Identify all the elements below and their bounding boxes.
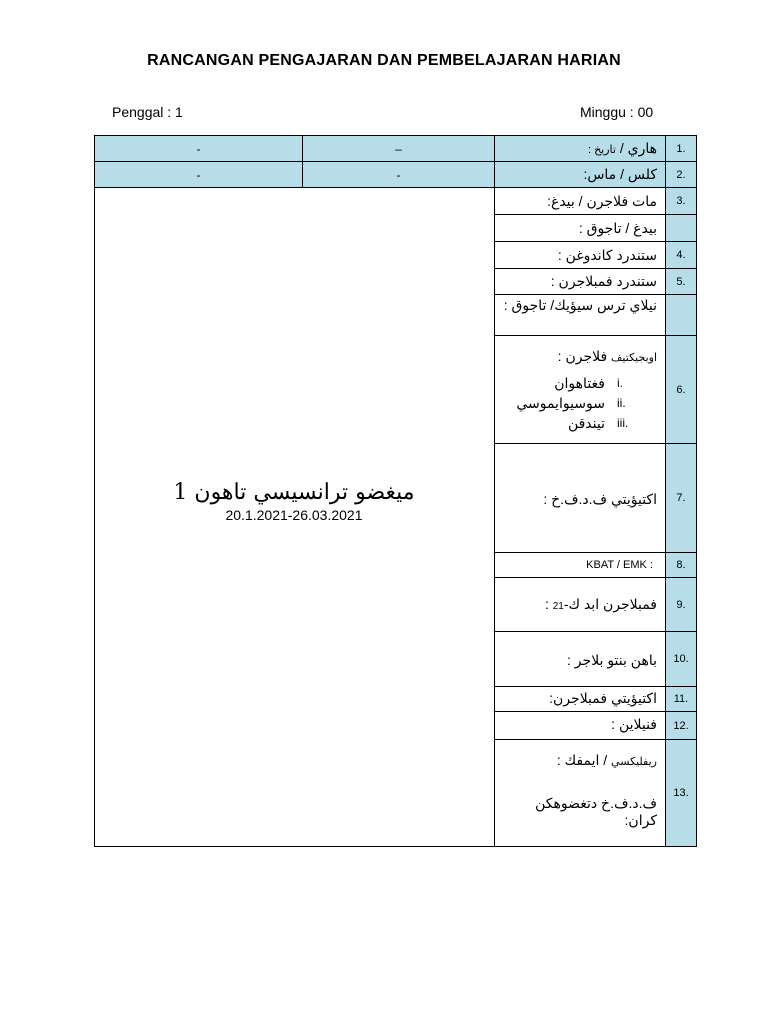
row3-number: 3. — [665, 187, 697, 215]
row1-label-main: هاري / — [615, 140, 657, 156]
row9-text-end: : — [544, 596, 553, 612]
row9-label — [494, 577, 666, 632]
minggu-label: Minggu : 00 — [580, 104, 654, 120]
list-item-text: تيندقن — [567, 415, 605, 431]
row13-cell — [494, 739, 666, 847]
date-range: 20.1.2021-26.03.2021 — [225, 507, 363, 523]
arabic-title: ميغضو ترانسيسي تاهون 1 — [173, 480, 415, 505]
row5b-label: نيلاي ترس سيؤيك/ تاجوق : — [494, 294, 666, 336]
row2-number: 2. — [665, 161, 697, 188]
row6-label — [503, 348, 657, 367]
row6-number: 6. — [665, 335, 697, 444]
row12-number: 12. — [665, 711, 697, 740]
list-item-number: i. — [617, 376, 623, 390]
row5b-number — [665, 294, 697, 336]
list-item-text: فغتاهوان — [554, 375, 605, 391]
list-item-text: سوسيوايموسي — [516, 395, 605, 411]
row9-text-main: فمبلاجرن ابد ك- — [563, 596, 657, 612]
row1-col2: – — [302, 135, 495, 162]
row1-col1: - — [94, 135, 303, 162]
row8-label: KBAT / EMK : — [494, 552, 666, 578]
list-item — [503, 373, 631, 393]
row9-text-sub: 21 — [552, 601, 564, 612]
row9-text — [545, 596, 657, 615]
list-item — [503, 413, 631, 433]
row11-label: اكتيؤيتي فمبلاجرن: — [494, 686, 666, 712]
list-item-number: ii. — [617, 396, 626, 410]
row5-number: 5. — [665, 268, 697, 295]
row2-label: كلس / ماس: — [494, 161, 666, 188]
row3b-label: بيدغ / تاجوق : — [494, 214, 666, 242]
penggal-label: Penggal : 1 — [112, 104, 183, 120]
row1-label-small: تاريخ : — [587, 144, 616, 156]
list-item-number: iii. — [617, 416, 629, 430]
row10-number: 10. — [665, 631, 697, 687]
row12-label: فنيلاين : — [494, 711, 666, 740]
row1-number: 1. — [665, 135, 697, 162]
row6-label-main: فلاجرن : — [557, 348, 612, 364]
row7-number: 7. — [665, 443, 697, 553]
row6-label-small: اوبجيكتيف — [611, 352, 657, 364]
row7-label — [494, 443, 666, 553]
row8-number: 8. — [665, 552, 697, 578]
objective-list — [503, 373, 657, 433]
row7-text: اكتيؤيتي ف.د.ف.خ : — [543, 490, 657, 507]
row11-number: 11. — [665, 686, 697, 712]
row4-label: ستندرد كاندوغن : — [494, 241, 666, 269]
page-title: RANCANGAN PENGAJARAN DAN PEMBELAJARAN HARIAN — [147, 52, 621, 69]
row3-label: مات فلاجرن / بيدغ: — [494, 187, 666, 215]
row5-label: ستندرد فمبلاجرن : — [494, 268, 666, 295]
row9-number: 9. — [665, 577, 697, 632]
row4-number: 4. — [665, 241, 697, 269]
row2-col2: - — [302, 161, 495, 188]
row3b-number — [665, 214, 697, 242]
row13-label-main: / ايمفك : — [556, 752, 612, 768]
row13-label — [503, 752, 657, 771]
row2-col1: - — [94, 161, 303, 188]
row10-label — [494, 631, 666, 687]
row10-text: باهن بنتو بلاجر : — [567, 651, 657, 668]
row13-label-small: ريفليكسي — [611, 756, 657, 768]
row1-label — [494, 135, 666, 162]
row6-cell — [494, 335, 666, 444]
content-title-block — [94, 480, 494, 523]
row13-label2: ف.د.ف.خ دتغضوهكن كران: — [535, 795, 657, 828]
row13-number: 13. — [665, 739, 697, 847]
list-item — [503, 393, 631, 413]
